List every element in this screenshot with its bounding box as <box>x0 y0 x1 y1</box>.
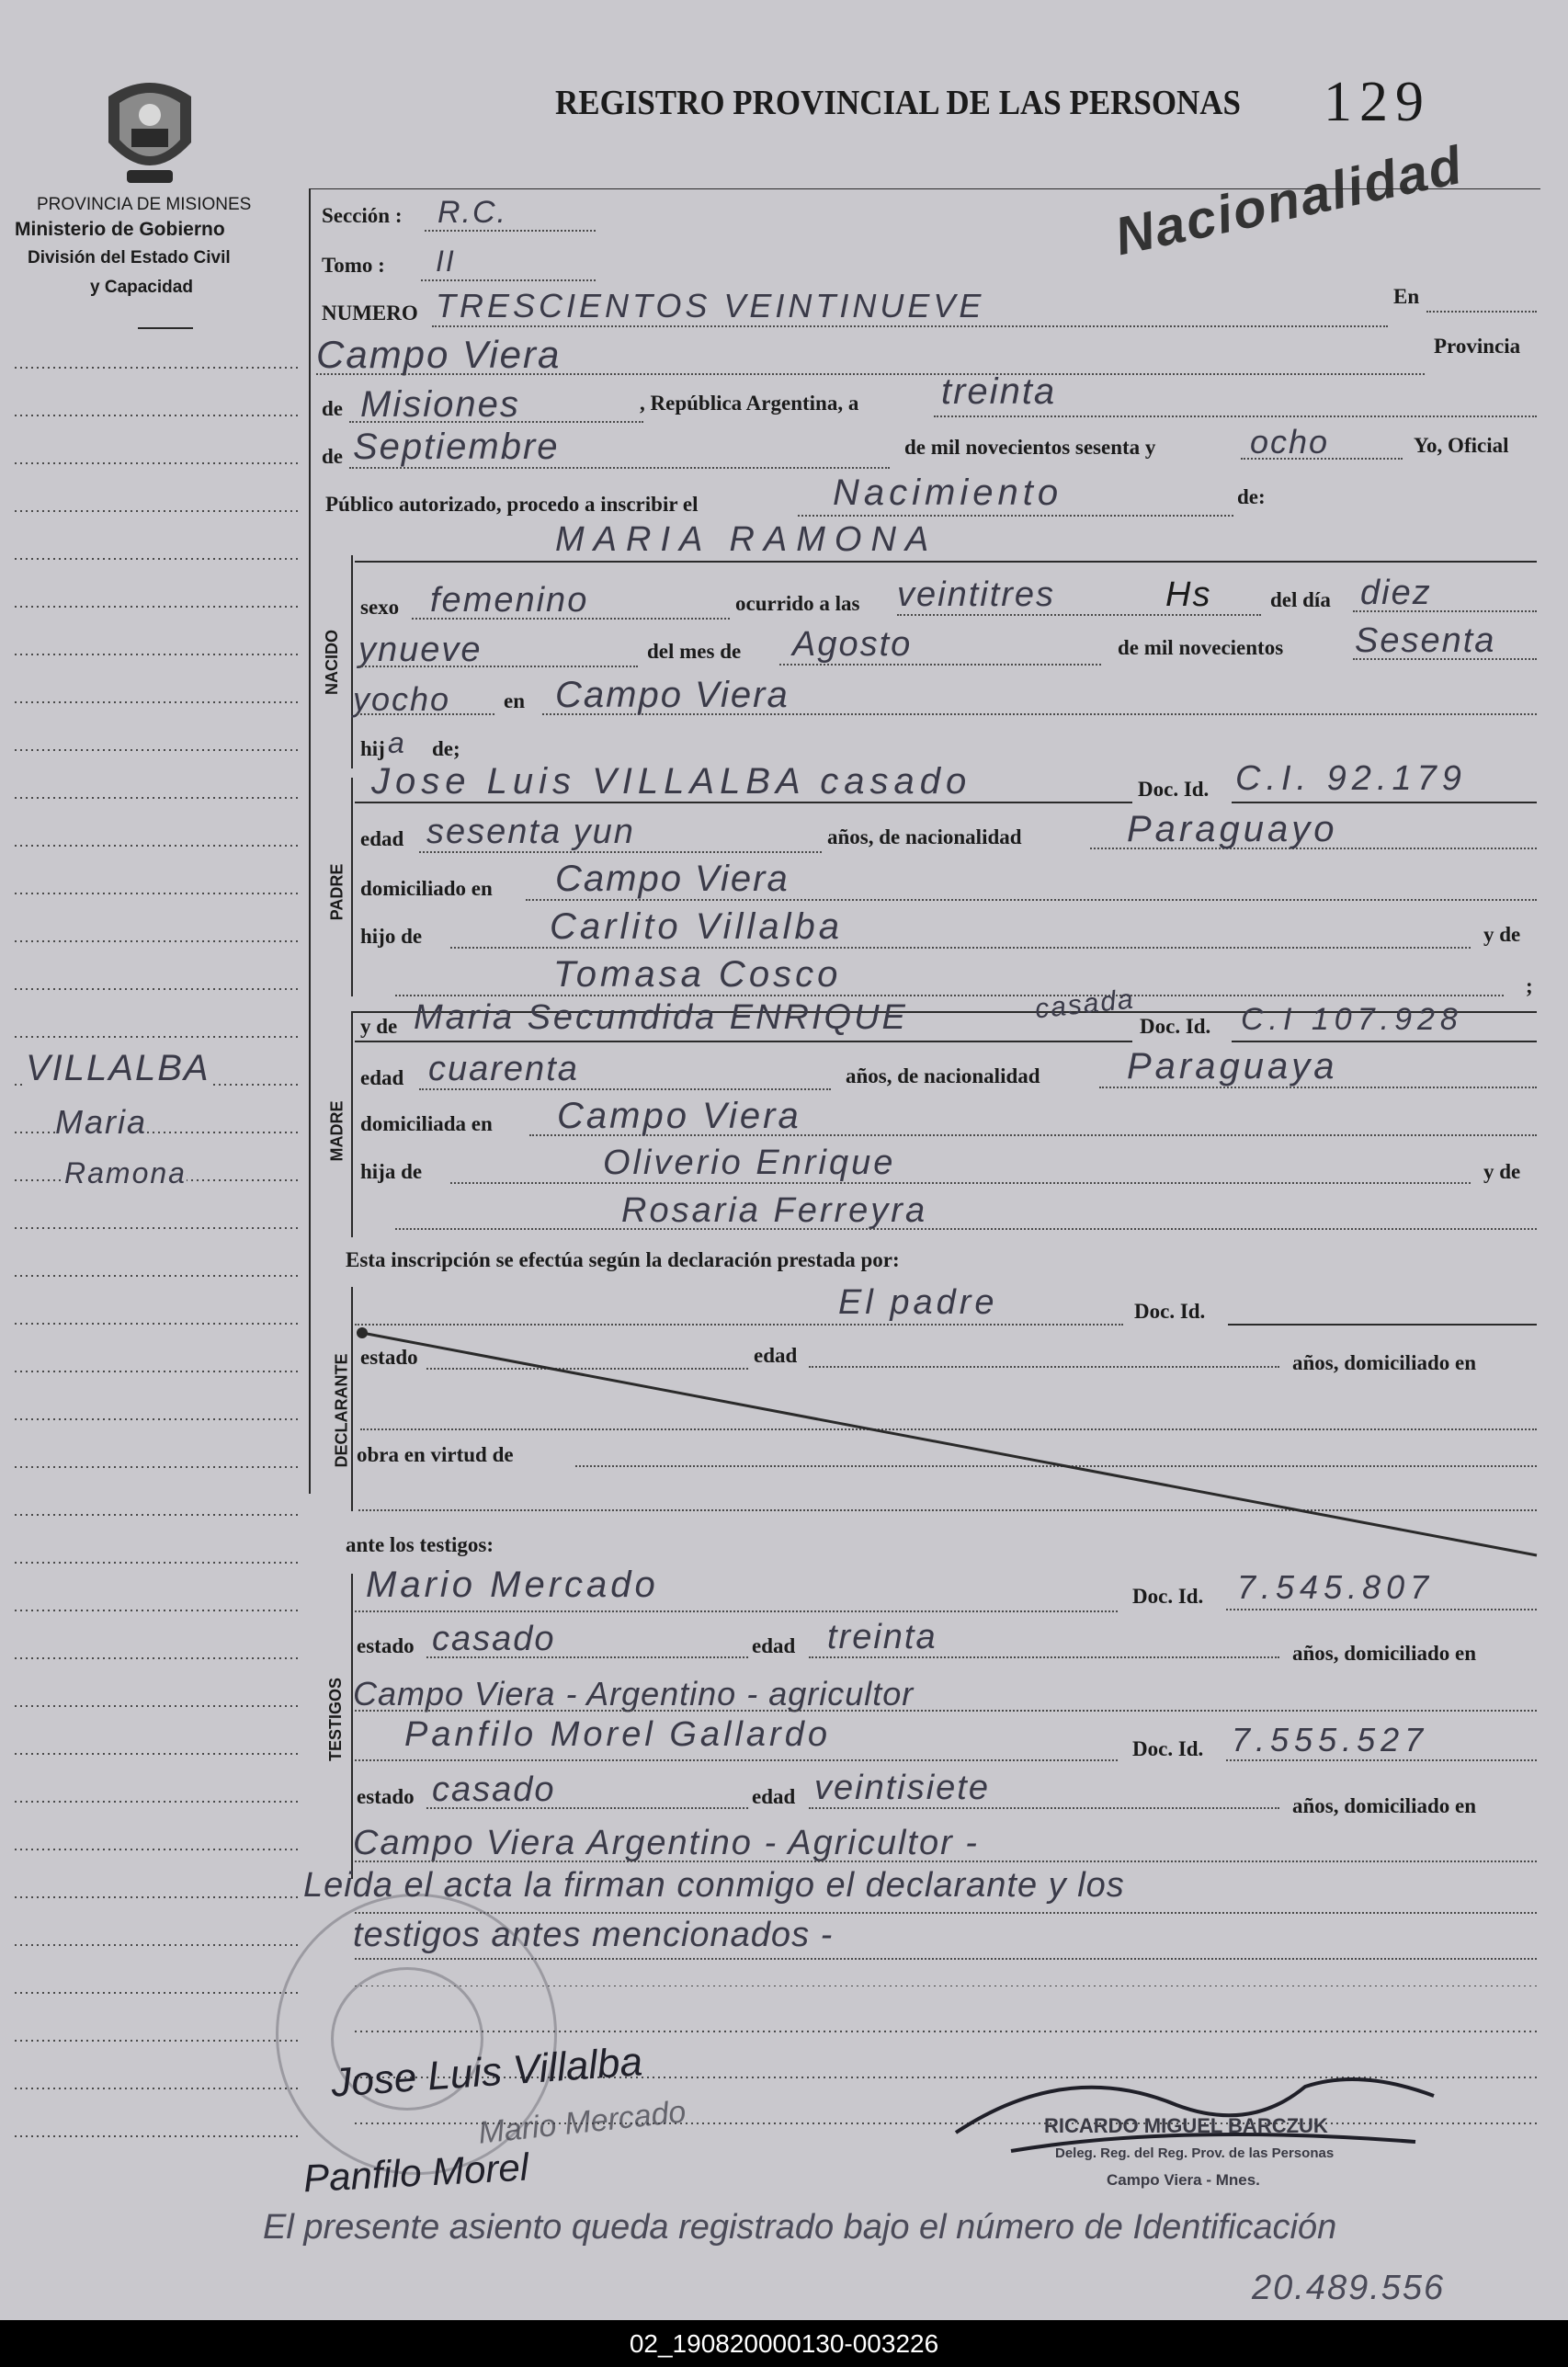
padre-dom-label: domiciliado en <box>360 877 493 900</box>
padre-dom: Campo Viera <box>555 859 790 899</box>
padre-nac: Paraguayo <box>1127 809 1338 849</box>
testigo1-dom: Campo Viera - Argentino - agricultor <box>353 1675 915 1713</box>
oficial-nombre: RICARDO MIGUEL BARCZUK <box>1044 2114 1328 2137</box>
hora-hs: Hs <box>1165 575 1212 614</box>
testigo2-edad-label: edad <box>752 1785 796 1808</box>
testigo2-nombre: Panfilo Morel Gallardo <box>404 1715 831 1754</box>
margin-name1: Maria <box>55 1103 148 1141</box>
margin-surname: VILLALBA <box>26 1048 210 1088</box>
firma-padre: Jose Luis Villalba <box>329 2039 644 2106</box>
del-dia-label: del día <box>1270 588 1331 611</box>
madre-edad-label: edad <box>360 1066 404 1089</box>
en-label: en <box>504 689 525 712</box>
agency-line1: PROVINCIA DE MISIONES <box>37 195 252 214</box>
padre-hijo-label: hijo de <box>360 925 423 948</box>
firma-testigo2: Panfilo Morel <box>301 2145 530 2201</box>
nacido-name: MARIA RAMONA <box>555 520 938 559</box>
declarante-edad-label: edad <box>754 1344 798 1367</box>
padre-doc-label: Doc. Id. <box>1138 778 1210 801</box>
cierre-line2: testigos antes mencionados - <box>353 1916 834 1954</box>
tomo-value: II <box>436 245 456 278</box>
nacido-section-label: NACIDO <box>323 630 341 695</box>
cierre-line1-rule <box>355 1912 1537 1914</box>
nacido-bracket <box>351 555 353 768</box>
testigo2-dom: Campo Viera Argentino - Agricultor - <box>353 1824 979 1862</box>
nota-numero: 20.489.556 <box>1252 2269 1446 2307</box>
oficial-lugar: Campo Viera - Mnes. <box>1107 2171 1260 2189</box>
anio-label: de mil novecientos sesenta y <box>904 436 1156 459</box>
testigo1-nombre-line <box>355 1610 1118 1612</box>
madre-doc: C.I 107.928 <box>1241 1002 1463 1037</box>
record-number: 129 <box>1324 71 1431 133</box>
hij-label: hij <box>360 737 385 760</box>
padre-nac-label: años, de nacionalidad <box>827 825 1022 848</box>
testigo2-estado: casado <box>432 1770 556 1809</box>
dia2-line <box>358 666 638 667</box>
hora-value: veintitres <box>897 575 1056 614</box>
ocurrido-label: ocurrido a las <box>735 592 860 615</box>
testigos-label: ante los testigos: <box>346 1533 494 1556</box>
acto-value: Nacimiento <box>833 472 1063 513</box>
mes-nac-value: Agosto <box>792 625 913 664</box>
agency-line3: División del Estado Civil <box>28 248 231 267</box>
testigos-section-label: TESTIGOS <box>326 1677 346 1762</box>
seccion-label: Sección : <box>322 204 403 227</box>
declarante-nombre: El padre <box>838 1283 998 1322</box>
madre-edad: cuarenta <box>428 1050 579 1088</box>
del-mes-label: del mes de <box>647 640 742 663</box>
hij-de: de; <box>432 737 460 760</box>
testigo1-doc: 7.545.807 <box>1237 1568 1435 1606</box>
anio2-line <box>357 713 494 715</box>
dia-value: treinta <box>941 371 1057 412</box>
testigo2-doc-label: Doc. Id. <box>1132 1737 1204 1760</box>
madre-hija: Oliverio Enrique <box>603 1144 896 1182</box>
padre-doc-line <box>1232 802 1537 803</box>
padre-semi: ; <box>1526 974 1533 997</box>
mes-de: de <box>322 445 343 468</box>
form-top-border <box>309 188 1540 189</box>
margin-ruled-lines <box>15 349 300 2169</box>
padre-yde: y de <box>1483 923 1521 946</box>
acto-label: Público autorizado, procedo a inscribir el <box>325 493 699 516</box>
padre-nombre: Jose Luis VILLALBA casado <box>371 761 972 802</box>
oficial-cargo: Deleg. Reg. del Reg. Prov. de las Personas <box>1055 2145 1335 2161</box>
nacido-name-line <box>355 561 1537 563</box>
madre-hija-label: hija de <box>360 1160 423 1183</box>
seccion-value: R.C. <box>437 195 507 230</box>
madre-dom-label: domiciliada en <box>360 1112 493 1135</box>
acto-line <box>798 515 1233 517</box>
sexo-label: sexo <box>360 596 400 619</box>
testigo1-edad: treinta <box>827 1618 937 1656</box>
lugar-line <box>316 373 1425 375</box>
oficial-label: Yo, Oficial <box>1414 434 1509 457</box>
madre-estado: casada <box>1033 984 1137 1025</box>
republica-label: , República Argentina, a <box>640 392 859 415</box>
testigo1-doc-line <box>1226 1609 1537 1610</box>
sexo-value: femenino <box>430 581 589 620</box>
numero-en-line <box>1426 311 1537 313</box>
tomo-label: Tomo : <box>322 254 385 277</box>
anio-nac-label: de mil novecientos <box>1118 636 1284 659</box>
testigo2-doc-line <box>1226 1759 1537 1761</box>
numero-en: En <box>1393 285 1420 308</box>
declarante-obra-label: obra en virtud de <box>357 1443 514 1466</box>
dia-value-nac: diez <box>1360 574 1432 612</box>
padre-nombre-line <box>355 802 1132 803</box>
page-title: REGISTRO PROVINCIAL DE LAS PERSONAS <box>555 84 1241 122</box>
testigo2-doc: 7.555.527 <box>1232 1721 1429 1758</box>
agency-line4: y Capacidad <box>90 278 193 297</box>
padre-hijo: Carlito Villalba <box>550 906 843 947</box>
dia-line <box>934 415 1537 417</box>
cierre-line1: Leida el acta la firman conmigo el declarante y los <box>303 1866 1125 1905</box>
madre-yde2: y de <box>1483 1160 1521 1183</box>
madre-nombre: Maria Secundida ENRIQUE <box>414 998 908 1037</box>
declarante-estado-label: estado <box>360 1346 418 1369</box>
numero-label: NUMERO <box>322 302 418 324</box>
numero-line <box>432 325 1388 327</box>
testigo1-estado-label: estado <box>357 1634 415 1657</box>
madre-madre-de: Rosaria Ferreyra <box>621 1191 928 1230</box>
anio2-value: yocho <box>353 680 451 718</box>
testigo1-anios: años, domiciliado en <box>1292 1642 1477 1665</box>
padre-madre-de: Tomasa Cosco <box>553 954 842 995</box>
padre-bracket <box>351 778 353 996</box>
file-name-caption: 02_190820000130-003226 <box>629 2329 939 2358</box>
acto-de: de: <box>1237 485 1266 508</box>
madre-section-label: MADRE <box>327 1100 347 1162</box>
testigo2-edad: veintisiete <box>814 1769 990 1807</box>
testigo1-estado: casado <box>432 1620 556 1658</box>
anio-value: ocho <box>1250 423 1330 461</box>
madre-dom: Campo Viera <box>557 1096 801 1136</box>
declarante-doc-label: Doc. Id. <box>1134 1300 1206 1323</box>
padre-edad-label: edad <box>360 827 404 850</box>
padre-madre-line <box>395 995 1504 996</box>
testigo1-edad-label: edad <box>752 1634 796 1657</box>
padre-section-label: PADRE <box>327 863 347 921</box>
dia2-value: ynueve <box>358 631 483 669</box>
declarante-anios: años, domiciliado en <box>1292 1351 1477 1374</box>
declarante-cross-out <box>349 1314 1544 1563</box>
tomo-line <box>421 279 596 281</box>
madre-nac-label: años, de nacionalidad <box>846 1064 1040 1087</box>
testigo2-anios: años, domiciliado en <box>1292 1794 1477 1817</box>
padre-doc: C.I. 92.179 <box>1235 759 1467 798</box>
agency-underline <box>138 327 193 329</box>
lugar-value: Campo Viera <box>316 333 562 376</box>
numero-value: TRESCIENTOS VEINTINUEVE <box>436 287 985 324</box>
testigo2-dom-line <box>355 1861 1537 1862</box>
testigo2-nombre-line <box>355 1759 1118 1761</box>
provincial-crest-icon <box>99 74 200 193</box>
nota-identificacion: El presente asiento queda registrado bajo el número de Identificación <box>263 2208 1337 2247</box>
madre-madre-line <box>395 1228 1537 1230</box>
declarante-section-label: DECLARANTE <box>332 1353 351 1468</box>
fecha-de: de <box>322 397 343 420</box>
anio-nac-value: Sesenta <box>1355 621 1496 660</box>
provincia-value: Misiones <box>360 384 520 425</box>
margin-name2: Ramona <box>64 1156 187 1189</box>
lugar-nac-value: Campo Viera <box>555 675 790 715</box>
testigo1-nombre: Mario Mercado <box>366 1565 659 1605</box>
hij-value: a <box>388 726 406 759</box>
madre-nombre-line <box>355 1041 1132 1042</box>
firma-testigo1: Mario Mercado <box>476 2094 688 2151</box>
form-left-border <box>309 188 311 1494</box>
agency-line2: Ministerio de Gobierno <box>15 219 225 240</box>
madre-doc-line <box>1232 1041 1537 1042</box>
madre-nac: Paraguaya <box>1127 1046 1338 1087</box>
testigo1-doc-label: Doc. Id. <box>1132 1585 1204 1608</box>
testigo1-dom-line <box>355 1710 1537 1712</box>
padre-edad: sesenta yun <box>426 813 635 851</box>
mes-value: Septiembre <box>353 427 560 467</box>
madre-doc-label: Doc. Id. <box>1140 1015 1211 1038</box>
overstamp-signature: Nacionalidad <box>1109 134 1469 267</box>
testigo2-estado-label: estado <box>357 1785 415 1808</box>
madre-yde-label: y de <box>360 1015 398 1038</box>
madre-bracket <box>351 1011 353 1237</box>
provincia-label: Provincia <box>1434 335 1521 358</box>
declaracion-label: Esta inscripción se efectúa según la declaración prestada por: <box>346 1248 900 1271</box>
